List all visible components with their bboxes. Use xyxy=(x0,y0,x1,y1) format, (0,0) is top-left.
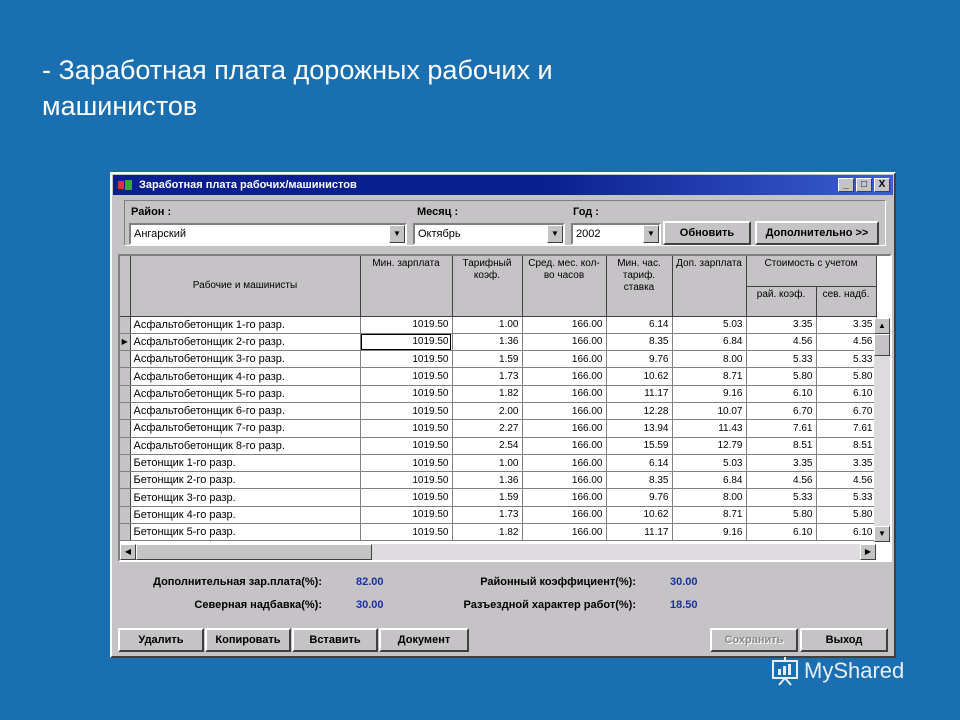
month-select[interactable] xyxy=(413,223,565,245)
vertical-scrollbar[interactable] xyxy=(874,318,890,542)
row-indicator[interactable] xyxy=(120,385,130,402)
cell-extra-wage[interactable]: 9.16 xyxy=(672,524,746,541)
year-select-value: 2002 xyxy=(576,228,601,240)
table-row[interactable] xyxy=(120,506,876,523)
cell-min-wage[interactable]: 1019.50 xyxy=(360,472,452,489)
table-row[interactable] xyxy=(120,454,876,471)
cell-worker-name[interactable]: Бетонщик 5-го разр. xyxy=(130,524,360,541)
slide-title xyxy=(42,52,902,124)
refresh-button[interactable]: Обновить xyxy=(663,221,751,245)
cell-tariff[interactable]: 2.27 xyxy=(452,420,522,437)
row-indicator[interactable] xyxy=(120,524,130,541)
vertical-scroll-thumb[interactable] xyxy=(874,334,890,356)
cell-min-wage[interactable]: 1019.50 xyxy=(360,454,452,471)
delete-button[interactable]: Удалить xyxy=(118,628,204,652)
cell-tariff[interactable]: 1.59 xyxy=(452,351,522,368)
cell-tariff[interactable]: 1.82 xyxy=(452,385,522,402)
cell-hour-rate[interactable]: 9.76 xyxy=(606,489,672,506)
cell-extra-wage[interactable]: 8.00 xyxy=(672,351,746,368)
cell-min-wage[interactable]: 1019.50 xyxy=(360,506,452,523)
cell-north-bonus[interactable]: 6.70 xyxy=(816,402,876,419)
table-row[interactable] xyxy=(120,368,876,385)
row-indicator[interactable] xyxy=(120,506,130,523)
cell-worker-name[interactable]: Асфальтобетонщик 8-го разр. xyxy=(130,437,360,454)
cell-north-bonus[interactable]: 5.33 xyxy=(816,489,876,506)
cell-worker-name[interactable]: Бетонщик 2-го разр. xyxy=(130,472,360,489)
cell-avg-hours[interactable]: 166.00 xyxy=(522,506,606,523)
wage-table xyxy=(120,256,877,541)
cell-reg-coef[interactable]: 7.61 xyxy=(746,420,816,437)
cell-hour-rate[interactable]: 10.62 xyxy=(606,506,672,523)
cell-avg-hours[interactable]: 166.00 xyxy=(522,333,606,350)
row-indicator[interactable] xyxy=(120,316,130,333)
cell-extra-wage[interactable]: 6.84 xyxy=(672,472,746,489)
copy-button[interactable]: Копировать xyxy=(205,628,291,652)
close-button[interactable]: X xyxy=(874,178,890,192)
insert-button[interactable]: Вставить xyxy=(292,628,378,652)
cell-north-bonus[interactable]: 3.35 xyxy=(816,316,876,333)
cell-min-wage[interactable]: 1019.50 xyxy=(360,368,452,385)
watermark xyxy=(770,656,904,686)
cell-avg-hours[interactable]: 166.00 xyxy=(522,437,606,454)
col-header-avg-hours[interactable]: Сред. мес. кол-во часов xyxy=(522,256,606,316)
minimize-button[interactable]: _ xyxy=(838,178,854,192)
table-row[interactable] xyxy=(120,489,876,506)
cell-min-wage[interactable]: 1019.50 xyxy=(360,524,452,541)
cell-reg-coef[interactable]: 3.35 xyxy=(746,316,816,333)
cell-tariff[interactable]: 1.73 xyxy=(452,506,522,523)
row-indicator[interactable] xyxy=(120,368,130,385)
cell-reg-coef[interactable]: 5.80 xyxy=(746,368,816,385)
indicator-header xyxy=(120,256,130,316)
month-label: Месяц : xyxy=(417,206,459,218)
cell-tariff[interactable]: 1.82 xyxy=(452,524,522,541)
cell-tariff[interactable]: 2.00 xyxy=(452,402,522,419)
col-header-reg-coef[interactable]: рай. коэф. xyxy=(746,286,816,316)
cell-tariff[interactable]: 1.73 xyxy=(452,368,522,385)
cell-extra-wage[interactable]: 11.43 xyxy=(672,420,746,437)
travel-value: 18.50 xyxy=(670,599,698,611)
app-icon xyxy=(117,178,133,192)
cell-tariff[interactable]: 1.00 xyxy=(452,316,522,333)
col-header-workers[interactable]: Рабочие и машинисты xyxy=(130,256,360,316)
slide-title-line1: - Заработная плата дорожных рабочих и xyxy=(42,55,553,85)
cell-north-bonus[interactable]: 4.56 xyxy=(816,333,876,350)
cell-extra-wage[interactable]: 10.07 xyxy=(672,402,746,419)
table-row[interactable] xyxy=(120,524,876,541)
scroll-right-icon[interactable]: ▶ xyxy=(860,544,876,560)
cell-worker-name[interactable]: Асфальтобетонщик 1-го разр. xyxy=(130,316,360,333)
cell-north-bonus[interactable]: 6.10 xyxy=(816,524,876,541)
horizontal-scrollbar[interactable] xyxy=(120,544,876,560)
cell-avg-hours[interactable]: 166.00 xyxy=(522,351,606,368)
table-row[interactable] xyxy=(120,402,876,419)
cell-tariff[interactable]: 1.59 xyxy=(452,489,522,506)
save-button[interactable]: Сохранить xyxy=(710,628,798,652)
cell-hour-rate[interactable]: 9.76 xyxy=(606,351,672,368)
cell-reg-coef[interactable]: 6.10 xyxy=(746,385,816,402)
cell-hour-rate[interactable]: 6.14 xyxy=(606,316,672,333)
slide-title-line2: машинистов xyxy=(42,91,198,121)
cell-min-wage[interactable]: 1019.50 xyxy=(360,316,452,333)
cell-tariff[interactable]: 2.54 xyxy=(452,437,522,454)
table-row[interactable] xyxy=(120,333,876,350)
cell-hour-rate[interactable]: 8.35 xyxy=(606,333,672,350)
scroll-up-icon[interactable]: ▲ xyxy=(874,318,890,334)
cell-worker-name[interactable]: Бетонщик 3-го разр. xyxy=(130,489,360,506)
cell-north-bonus[interactable]: 5.80 xyxy=(816,506,876,523)
cell-extra-wage[interactable]: 8.71 xyxy=(672,506,746,523)
cell-avg-hours[interactable]: 166.00 xyxy=(522,385,606,402)
cell-avg-hours[interactable]: 166.00 xyxy=(522,489,606,506)
cell-min-wage[interactable]: 1019.50 xyxy=(360,420,452,437)
cell-hour-rate[interactable]: 13.94 xyxy=(606,420,672,437)
cell-reg-coef[interactable]: 5.33 xyxy=(746,489,816,506)
col-header-cost-group: Стоимость с учетом xyxy=(746,256,876,286)
window-title: Заработная плата рабочих/машинистов xyxy=(139,179,357,191)
scroll-left-icon[interactable]: ◀ xyxy=(120,544,136,560)
cell-avg-hours[interactable]: 166.00 xyxy=(522,316,606,333)
cell-avg-hours[interactable]: 166.00 xyxy=(522,420,606,437)
watermark-text: MyShared xyxy=(804,658,905,683)
cell-extra-wage[interactable]: 12.79 xyxy=(672,437,746,454)
cell-hour-rate[interactable]: 10.62 xyxy=(606,368,672,385)
cell-worker-name[interactable]: Асфальтобетонщик 5-го разр. xyxy=(130,385,360,402)
document-button[interactable]: Документ xyxy=(379,628,469,652)
row-indicator[interactable] xyxy=(120,420,130,437)
cell-worker-name[interactable]: Асфальтобетонщик 6-го разр. xyxy=(130,402,360,419)
cell-tariff[interactable]: 1.36 xyxy=(452,333,522,350)
table-row[interactable] xyxy=(120,437,876,454)
region-select-value: Ангарский xyxy=(134,228,187,240)
cell-tariff[interactable]: 1.36 xyxy=(452,472,522,489)
cell-tariff[interactable]: 1.00 xyxy=(452,454,522,471)
cell-min-wage[interactable]: 1019.50 xyxy=(360,489,452,506)
cell-min-wage[interactable]: 1019.50 xyxy=(360,351,452,368)
table-row[interactable] xyxy=(120,351,876,368)
cell-reg-coef[interactable]: 4.56 xyxy=(746,333,816,350)
cell-north-bonus[interactable]: 8.51 xyxy=(816,437,876,454)
region-select[interactable] xyxy=(129,223,407,245)
cell-reg-coef[interactable]: 3.35 xyxy=(746,454,816,471)
maximize-button[interactable]: □ xyxy=(856,178,872,192)
table-row[interactable] xyxy=(120,472,876,489)
cell-reg-coef[interactable]: 5.33 xyxy=(746,351,816,368)
cell-reg-coef[interactable]: 5.80 xyxy=(746,506,816,523)
row-indicator[interactable] xyxy=(120,437,130,454)
cell-hour-rate[interactable]: 15.59 xyxy=(606,437,672,454)
row-indicator[interactable] xyxy=(120,402,130,419)
cell-avg-hours[interactable]: 166.00 xyxy=(522,368,606,385)
col-header-min-wage[interactable]: Мин. зарплата xyxy=(360,256,452,316)
more-button[interactable]: Дополнительно >> xyxy=(755,221,879,245)
region-coef-value: 30.00 xyxy=(670,576,698,588)
cell-extra-wage[interactable]: 5.03 xyxy=(672,454,746,471)
col-header-north-bonus[interactable]: сев. надб. xyxy=(816,286,876,316)
cell-hour-rate[interactable]: 6.14 xyxy=(606,454,672,471)
month-select-value: Октябрь xyxy=(418,228,461,240)
chevron-down-icon[interactable]: ▼ xyxy=(547,225,563,243)
cell-extra-wage[interactable]: 6.84 xyxy=(672,333,746,350)
cell-worker-name[interactable]: Бетонщик 1-го разр. xyxy=(130,454,360,471)
exit-button[interactable]: Выход xyxy=(800,628,888,652)
cell-min-wage[interactable]: 1019.50 xyxy=(360,385,452,402)
filter-panel xyxy=(124,200,886,246)
extra-wage-label: Дополнительная зар.плата(%): xyxy=(153,576,322,588)
window-titlebar[interactable] xyxy=(113,175,893,195)
cell-hour-rate[interactable]: 8.35 xyxy=(606,472,672,489)
cell-north-bonus[interactable]: 5.80 xyxy=(816,368,876,385)
year-select[interactable] xyxy=(571,223,661,245)
table-row[interactable] xyxy=(120,316,876,333)
year-label: Год : xyxy=(573,206,599,218)
cell-hour-rate[interactable]: 12.28 xyxy=(606,402,672,419)
chevron-down-icon[interactable]: ▼ xyxy=(389,225,405,243)
cell-extra-wage[interactable]: 8.71 xyxy=(672,368,746,385)
app-window xyxy=(110,172,896,658)
cell-reg-coef[interactable]: 4.56 xyxy=(746,472,816,489)
row-indicator[interactable] xyxy=(120,454,130,471)
table-row[interactable] xyxy=(120,385,876,402)
cell-worker-name[interactable]: Асфальтобетонщик 7-го разр. xyxy=(130,420,360,437)
cell-north-bonus[interactable]: 5.33 xyxy=(816,351,876,368)
wage-grid xyxy=(118,254,892,562)
col-header-hour-rate[interactable]: Мин. час. тариф. ставка xyxy=(606,256,672,316)
cell-avg-hours[interactable]: 166.00 xyxy=(522,454,606,471)
north-bonus-label: Северная надбавка(%): xyxy=(194,599,322,611)
row-indicator[interactable] xyxy=(120,351,130,368)
cell-north-bonus[interactable]: 3.35 xyxy=(816,454,876,471)
cell-extra-wage[interactable]: 5.03 xyxy=(672,316,746,333)
cell-worker-name[interactable]: Асфальтобетонщик 3-го разр. xyxy=(130,351,360,368)
horizontal-scroll-thumb[interactable] xyxy=(136,544,372,560)
cell-reg-coef[interactable]: 8.51 xyxy=(746,437,816,454)
cell-north-bonus[interactable]: 6.10 xyxy=(816,385,876,402)
north-bonus-value: 30.00 xyxy=(356,599,384,611)
cell-hour-rate[interactable]: 11.17 xyxy=(606,385,672,402)
cell-extra-wage[interactable]: 8.00 xyxy=(672,489,746,506)
cell-min-wage[interactable]: 1019.50 xyxy=(360,402,452,419)
row-indicator[interactable] xyxy=(120,472,130,489)
cell-min-wage[interactable]: 1019.50 xyxy=(360,333,452,350)
region-coef-label: Районный коэффициент(%): xyxy=(480,576,636,588)
cell-reg-coef[interactable]: 6.70 xyxy=(746,402,816,419)
scroll-down-icon[interactable]: ▼ xyxy=(874,526,890,542)
cell-avg-hours[interactable]: 166.00 xyxy=(522,472,606,489)
chevron-down-icon[interactable]: ▼ xyxy=(643,225,659,243)
cell-min-wage[interactable]: 1019.50 xyxy=(360,437,452,454)
travel-label: Разъездной характер работ(%): xyxy=(463,599,636,611)
cell-worker-name[interactable]: Бетонщик 4-го разр. xyxy=(130,506,360,523)
cell-north-bonus[interactable]: 7.61 xyxy=(816,420,876,437)
cell-north-bonus[interactable]: 4.56 xyxy=(816,472,876,489)
col-header-extra-wage[interactable]: Доп. зарплата xyxy=(672,256,746,316)
cell-worker-name[interactable]: Асфальтобетонщик 4-го разр. xyxy=(130,368,360,385)
current-row-indicator-icon[interactable]: ▶ xyxy=(120,333,130,350)
cell-extra-wage[interactable]: 9.16 xyxy=(672,385,746,402)
cell-avg-hours[interactable]: 166.00 xyxy=(522,402,606,419)
cell-hour-rate[interactable]: 11.17 xyxy=(606,524,672,541)
presentation-icon xyxy=(770,656,800,686)
cell-worker-name[interactable]: Асфальтобетонщик 2-го разр. xyxy=(130,333,360,350)
extra-wage-value: 82.00 xyxy=(356,576,384,588)
region-label: Район : xyxy=(131,206,172,218)
cell-avg-hours[interactable]: 166.00 xyxy=(522,524,606,541)
table-row[interactable] xyxy=(120,420,876,437)
row-indicator[interactable] xyxy=(120,489,130,506)
cell-reg-coef[interactable]: 6.10 xyxy=(746,524,816,541)
col-header-tariff[interactable]: Тарифный коэф. xyxy=(452,256,522,316)
